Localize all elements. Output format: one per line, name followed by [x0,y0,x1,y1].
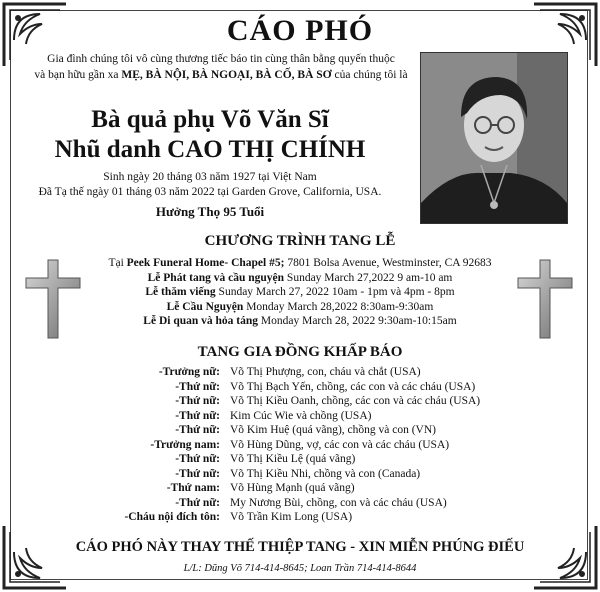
intro-line-2-prefix: và bạn hữu gần xa [34,69,119,81]
program-details [0,256,600,329]
member-names: Võ Kim Huệ (quá vãng), chồng và con (VN) [230,424,436,436]
relation: -Thứ nữ: [175,409,220,422]
corner-ornament-icon [0,522,70,592]
relation: -Thứ nữ: [175,453,220,465]
family-member [100,452,480,467]
event-label: Lễ Di quan và hỏa táng [143,315,259,327]
page-title: CÁO PHÓ [226,14,374,47]
deceased-maiden-name: Nhũ danh CAO THỊ CHÍNH [54,136,366,163]
member-names: Kim Cúc Wie và chồng (USA) [230,409,372,422]
event-time: Sunday March 27,2022 9 am-10 am [286,271,453,284]
relation: -Thứ nữ: [175,467,220,480]
intro-line-2-family: MẸ, BÀ NỘI, BÀ NGOẠI, BÀ CỐ, BÀ SƠ [121,69,332,81]
intro-line-2 [22,67,420,83]
program-venue [0,256,600,271]
intro-line-2-suffix: của chúng tôi là [334,69,408,81]
event-label: Lễ Cầu Nguyện [166,300,244,313]
intro-text [22,51,420,83]
family-member [100,365,480,380]
family-member [100,409,480,424]
relation: -Thứ nữ: [175,496,220,509]
member-names: Võ Thị Kiều Lệ (quá vãng) [230,453,356,465]
event-time: Sunday March 27, 2022 10am - 1pm và 4pm - 8pm [218,286,455,298]
relation: -Thứ nam: [166,482,220,494]
family-member [100,380,480,395]
program-event [0,314,600,329]
closing-statement: CÁO PHÓ NÀY THAY THẾ THIỆP TANG - XIN MIỄN PHÚNG ĐIẾU [75,539,525,555]
relation: -Thứ nữ: [175,395,220,407]
age-at-death: Hưởng Thọ 95 Tuổi [155,204,265,219]
life-dates [0,170,420,200]
intro-line-1: Gia đình chúng tôi vô cùng thương tiếc báo tin cùng thân bằng quyến thuộc [47,53,395,65]
program-heading: CHƯƠNG TRÌNH TANG LỄ [204,233,396,249]
portrait-illustration [421,53,567,223]
relation: -Cháu nội đích tôn: [124,511,220,523]
event-time: Monday March 28, 2022 9:30am-10:15am [260,315,457,327]
family-heading: TANG GIA ĐỒNG KHẤP BÁO [197,344,403,360]
contact-info: L/L: Dũng Võ 714-414-8645; Loan Trần 714-414-8644 [183,563,417,574]
member-names: Võ Thị Kiều Oanh, chồng, các con và các cháu (USA) [230,395,481,407]
venue-name: Peek Funeral Home- Chapel #5; [126,257,285,269]
member-names: Võ Hùng Dũng, vợ, các con và các cháu (USA) [230,438,450,451]
death-date: Đã Tạ thế ngày 01 tháng 03 năm 2022 tại Garden Grove, California, USA. [38,186,382,198]
relation: -Thứ nữ: [175,424,220,436]
event-label: Lễ thăm viếng [145,286,216,298]
member-names: Võ Hùng Mạnh (quá vãng) [230,482,355,494]
member-names: Võ Thị Bạch Yến, chồng, các con và các cháu (USA) [230,380,476,393]
program-event [0,285,600,300]
program-event [0,271,600,286]
family-member [100,467,480,482]
member-names: My Nương Bùi, chồng, con và các cháu (USA) [230,496,447,509]
member-names: Võ Trần Kim Long (USA) [230,511,353,523]
program-event [0,300,600,315]
family-member [100,496,480,511]
family-member [100,423,480,438]
venue-address: 7801 Bolsa Avenue, Westminster, CA 92683 [287,257,492,269]
family-list [100,365,480,525]
birth-date: Sinh ngày 20 tháng 03 năm 1927 tại Việt Nam [103,171,317,183]
event-time: Monday March 28,2022 8:30am-9:30am [246,300,434,313]
corner-ornament-icon [530,522,600,592]
family-member [100,510,480,525]
venue-prefix: Tại [108,257,124,269]
member-names: Võ Thị Phượng, con, cháu và chắt (USA) [230,366,421,378]
family-member [100,394,480,409]
deceased-name: Bà quả phụ Võ Văn Sĩ [91,106,329,133]
relation: -Trưởng nữ: [158,366,220,378]
family-member [100,481,480,496]
relation: -Thứ nữ: [175,380,220,393]
relation: -Trưởng nam: [150,438,220,451]
member-names: Võ Thị Kiều Nhi, chồng và con (Canada) [230,467,421,480]
portrait-photo [420,52,568,224]
event-label: Lễ Phát tang và cầu nguyện [147,271,285,284]
family-member [100,438,480,453]
